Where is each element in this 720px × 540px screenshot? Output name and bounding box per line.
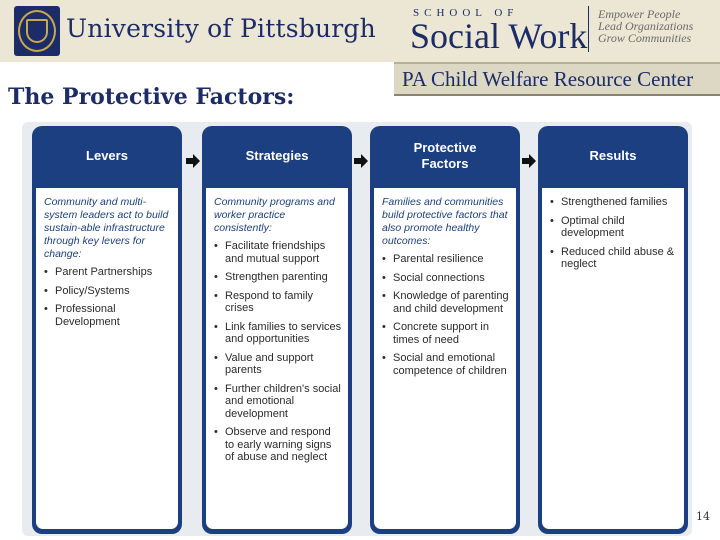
list-item-text: Link families to services and opportunities [225, 320, 342, 345]
column-heading: Results [589, 148, 637, 163]
list-item [382, 352, 510, 377]
list-item [382, 290, 510, 315]
list-item [44, 285, 172, 298]
column-list [382, 253, 510, 377]
list-item-text: Policy/Systems [55, 284, 130, 297]
column-protective-factors [370, 126, 520, 534]
column-body [206, 188, 348, 529]
column-heading: Levers [86, 148, 128, 163]
bullet-icon: • [214, 382, 218, 395]
protective-factors-diagram [22, 122, 692, 536]
school-tagline [598, 8, 693, 44]
column-intro: Families and communities build protective factors that also promote healthy outcomes: [382, 196, 508, 247]
bullet-icon: • [382, 321, 386, 333]
bullet-icon: • [550, 245, 554, 258]
bullet-icon: • [44, 303, 48, 315]
list-item-text: Observe and respond to early warning signs of abuse and neglect [225, 426, 332, 463]
tagline-line: Lead Organizations [598, 19, 694, 33]
list-item [214, 240, 342, 265]
school-banner [394, 0, 720, 62]
list-item [382, 272, 510, 285]
list-item-text: Professional Development [55, 303, 120, 328]
bullet-icon: • [550, 214, 554, 227]
list-item [214, 352, 342, 377]
list-item [550, 246, 678, 271]
list-item [550, 215, 678, 240]
arrow-right-icon [354, 154, 368, 168]
column-levers [32, 126, 182, 534]
arrow-right-icon [522, 154, 536, 168]
list-item-text: Strengthened families [561, 196, 668, 208]
list-item [382, 321, 510, 346]
list-item [214, 426, 342, 464]
page-number: 14 [696, 510, 710, 523]
resource-center-name: PA Child Welfare Resource Center [402, 67, 694, 91]
column-body [36, 188, 178, 529]
list-item [550, 196, 678, 209]
university-name: University of Pittsburgh [66, 14, 376, 43]
list-item-text: Further children's social and emotional development [225, 382, 341, 420]
list-item-text: Parent Partnerships [55, 266, 153, 278]
bullet-icon: • [44, 266, 48, 278]
list-item [44, 266, 172, 279]
bullet-icon: • [44, 284, 48, 297]
list-item [214, 321, 342, 346]
list-item-text: Strengthen parenting [225, 271, 328, 283]
bullet-icon: • [214, 320, 218, 333]
list-item-text: Social and emotional competence of children [393, 352, 507, 377]
tagline-line: Empower People [598, 7, 681, 21]
slide-header [0, 0, 720, 62]
bullet-icon: • [214, 351, 218, 364]
slide-title: The Protective Factors: [8, 84, 295, 110]
column-body [374, 188, 516, 529]
list-item [382, 253, 510, 266]
university-seal-icon [14, 6, 60, 56]
bullet-icon: • [214, 240, 218, 252]
column-heading: Strategies [245, 148, 309, 163]
list-item-text: Concrete support in times of need [393, 321, 489, 346]
list-item-text: Value and support parents [225, 351, 314, 376]
list-item-text: Facilitate friendships and mutual support [225, 240, 326, 265]
list-item-text: Respond to family crises [225, 289, 314, 314]
column-strategies [202, 126, 352, 534]
list-item [214, 290, 342, 315]
arrow-right-icon [186, 154, 200, 168]
resource-center-band [394, 62, 720, 96]
bullet-icon: • [550, 196, 554, 208]
list-item [44, 303, 172, 328]
bullet-icon: • [214, 271, 218, 283]
school-of-label: SCHOOL OF [413, 7, 519, 19]
column-heading-text: Protective Factors [413, 140, 477, 171]
column-intro: Community programs and worker practice consistently: [214, 196, 335, 234]
list-item-text: Optimal child development [561, 214, 625, 239]
column-list [214, 240, 342, 464]
bullet-icon: • [382, 352, 386, 364]
column-list [44, 266, 172, 328]
bullet-icon: • [382, 271, 386, 284]
column-intro: Community and multi-system leaders act to build sustain-able infrastructure through key levers for change: [44, 196, 169, 260]
tagline-line: Grow Communities [598, 31, 692, 45]
list-item [214, 271, 342, 284]
column-results [538, 126, 688, 534]
list-item-text: Social connections [393, 271, 485, 284]
column-list [550, 196, 678, 271]
column-heading [370, 126, 520, 186]
list-item-text: Reduced child abuse & neglect [561, 245, 675, 270]
bullet-icon: • [382, 253, 386, 265]
list-item-text: Parental resilience [393, 253, 484, 265]
bullet-icon: • [382, 290, 386, 302]
list-item [214, 383, 342, 421]
bullet-icon: • [214, 289, 218, 302]
list-item-text: Knowledge of parenting and child development [393, 290, 509, 315]
banner-divider [588, 6, 589, 52]
school-name: Social Work [410, 16, 588, 56]
university-banner [0, 0, 394, 62]
column-body [542, 188, 684, 529]
bullet-icon: • [214, 426, 218, 438]
